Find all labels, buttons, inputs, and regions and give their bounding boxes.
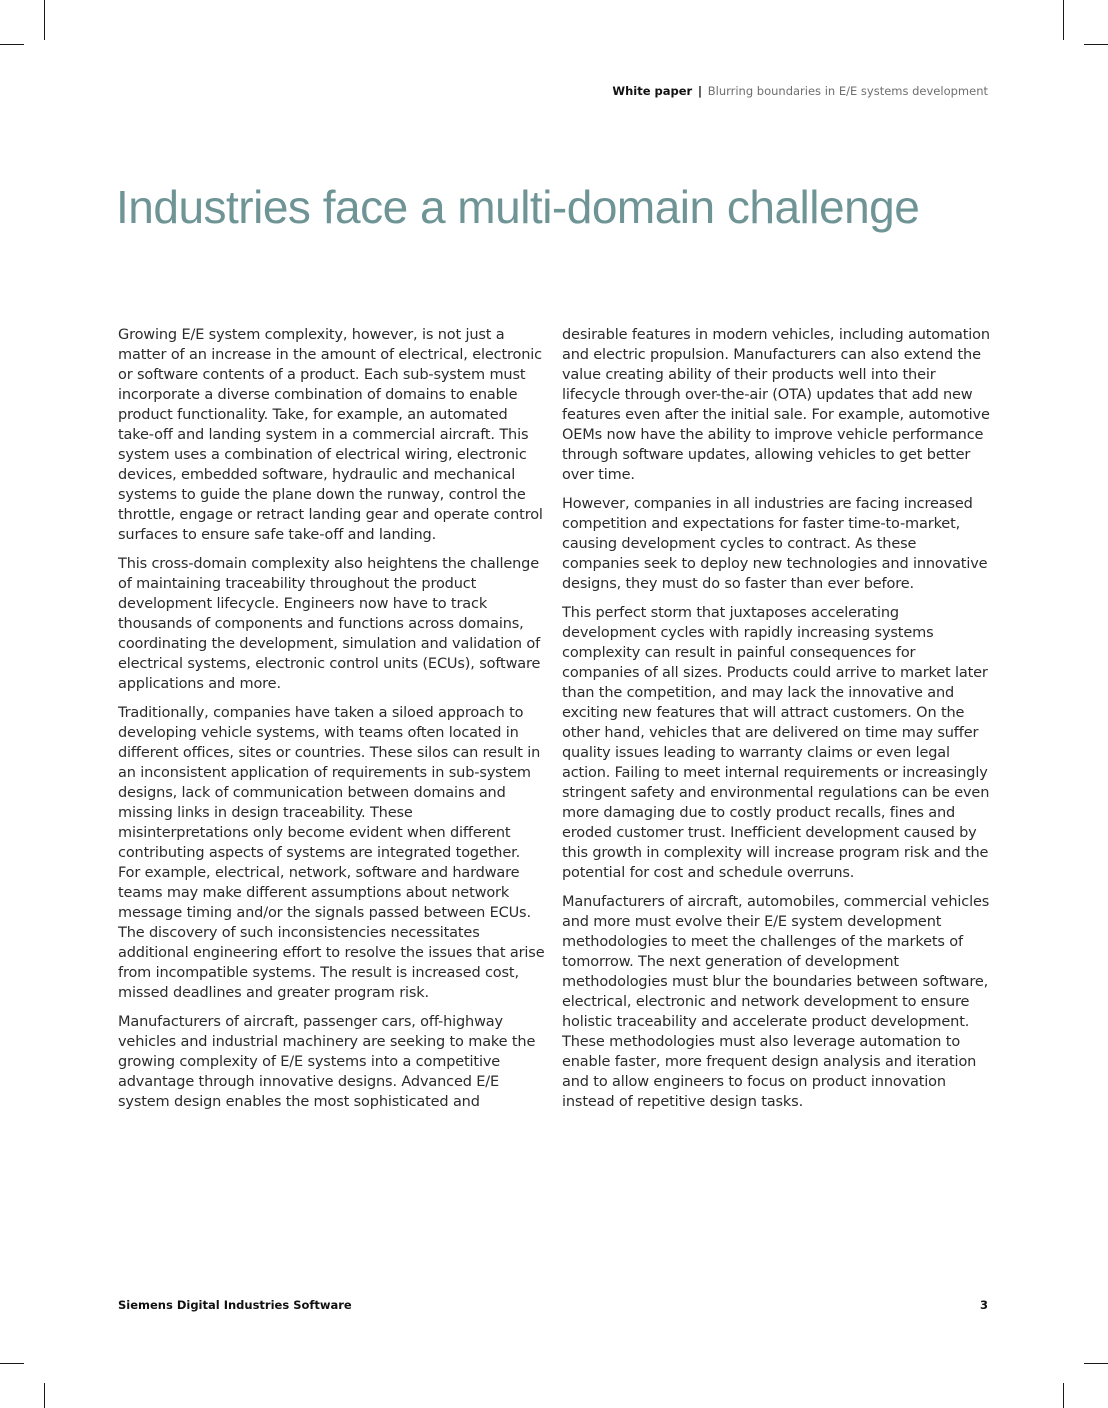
right-paragraph-3: This perfect storm that juxtaposes accelerating development cycles with rapidly increasing systems complexity can result in painful consequences for companies of all sizes. Products could arrive to market later than the competition, and may lack the innovative and exciting new features that will attract customers. On the other hand, vehicles that are delivered on time may suffer quality issues leading to warranty claims or even legal action. Failing to meet internal requirements or increasingly stringent safety and environmental regulations can be even more damaging due to costly product recalls, fines and eroded customer trust. Inefficient development caused by this growth in complexity will increase program risk and the potential for cost and schedule overruns.	[562, 605, 990, 881]
crop-mark-top-left-horizontal	[0, 44, 24, 45]
right-column	[562, 325, 990, 1121]
crop-mark-bottom-left-horizontal	[0, 1363, 24, 1364]
crop-mark-bottom-right-horizontal	[1084, 1363, 1108, 1364]
page-title: Industries face a multi-domain challenge	[116, 181, 920, 233]
page-number: 3	[979, 1298, 988, 1312]
left-paragraph-2: This cross-domain complexity also heightens the challenge of maintaining traceability throughout the product development lifecycle. Engineers now have to track thousands of components and functions across domains, coordinating the development, simulation and validation of electrical systems, electronic control units (ECUs), software applications and more.	[118, 556, 541, 692]
left-paragraph-1: Growing E/E system complexity, however, is not just a matter of an increase in the amount of electrical, electronic or software contents of a product. Each sub-system must incorporate a diverse combination of domains to enable product functionality. Take, for example, an automated take-off and landing system in a commercial aircraft. This system uses a combination of electrical wiring, electronic devices, embedded software, hydraulic and mechanical systems to guide the plane down the runway, control the throttle, engage or retract landing gear and operate control surfaces to ensure safe take-off and landing.	[118, 327, 543, 543]
crop-mark-top-right-horizontal	[1084, 44, 1108, 45]
crop-mark-top-right-vertical	[1063, 0, 1064, 40]
header-doc-title: Blurring boundaries in E/E systems development	[707, 84, 988, 98]
header-doc-type: White paper	[612, 84, 693, 98]
right-paragraph-1: desirable features in modern vehicles, including automation and electric propulsion. Manufacturers can also extend the value creating ability of their products well into their lifecycle through over-the-air (OTA) updates that add new features even after the initial sale. For example, automotive OEMs now have the ability to improve vehicle performance through software updates, allowing vehicles to get better over time.	[562, 327, 990, 483]
crop-mark-bottom-left-vertical	[44, 1383, 45, 1408]
right-paragraph-2: However, companies in all industries are facing increased competition and expectations for faster time-to-market, causing development cycles to contract. As these companies seek to deploy new technologies and innovative designs, they must do so faster than ever before.	[562, 496, 988, 592]
right-paragraph-4: Manufacturers of aircraft, automobiles, commercial vehicles and more must evolve their E/E system development methodologies to meet the challenges of the markets of tomorrow. The next generation of development methodologies must blur the boundaries between software, electrical, electronic and network development to ensure holistic traceability and accelerate product development. These methodologies must also leverage automation to enable faster, more frequent design analysis and iteration and to allow engineers to focus on product innovation instead of repetitive design tasks.	[562, 894, 990, 1110]
left-paragraph-4: Manufacturers of aircraft, passenger cars, off-highway vehicles and industrial machinery are seeking to make the growing complexity of E/E systems into a competitive advantage through innovative designs. Advanced E/E system design enables the most sophisticated and	[118, 1014, 536, 1110]
footer-company: Siemens Digital Industries Software	[118, 1298, 352, 1312]
left-column	[118, 325, 546, 1121]
left-paragraph-3: Traditionally, companies have taken a siloed approach to developing vehicle systems, with teams often located in different offices, sites or countries. These silos can result in an inconsistent application of requirements in sub-system designs, lack of communication between domains and missing links in design traceability. These misinterpretations only become evident when different contributing aspects of systems are integrated together. For example, electrical, network, software and hardware teams may make different assumptions about network message timing and/or the signals passed between ECUs. The discovery of such inconsistencies necessitates additional engineering effort to resolve the issues that arise from incompatible systems. The result is increased cost, missed deadlines and greater program risk.	[118, 705, 545, 1001]
running-header	[612, 84, 988, 98]
crop-mark-bottom-right-vertical	[1063, 1383, 1064, 1408]
header-separator: |	[697, 84, 703, 98]
crop-mark-top-left-vertical	[44, 0, 45, 40]
